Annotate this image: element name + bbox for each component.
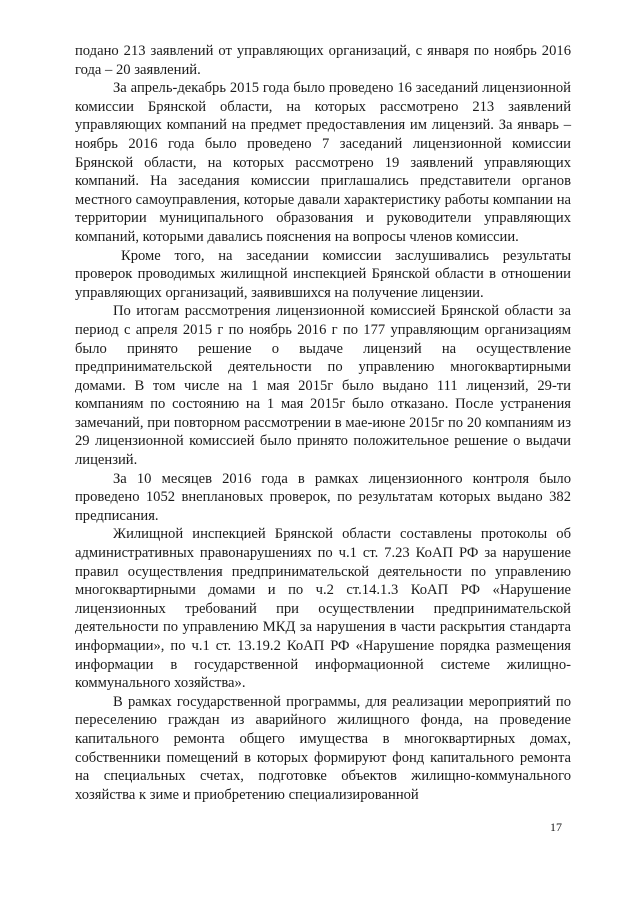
paragraph-4: По итогам рассмотрения лицензионной комиссией Брянской области за период с апреля 2015 г по ноябрь 2016 г по 177 управляющим организациям было принято решение о выдаче лицензий на осуществление предпринимательской деятельности по управлению многоквартирными домами. В том числе на 1 мая 2015г было выдано 111 лицензий, 29-ти компаниям по состоянию на 1 мая 2015г было отказано. После устранения замечаний, при повторном рассмотрении в мае-июне 2015г по 20 компаниям из 29 лицензионной комиссией было принято положительное решение о выдачи лицензий. [75,303,571,469]
paragraph-2: За апрель-декабрь 2015 года было проведено 16 заседаний лицензионной комиссии Брянской области, на которых рассмотрено 213 заявлений управляющих компаний на предмет предоставления им лицензий. За январь – ноябрь 2016 года было проведено 7 заседаний лицензионной комиссии Брянской области, на которых рассмотрено 19 заявлений управляющих компаний. На заседания комиссии приглашались представители органов местного самоуправления, которые давали характеристику работы компании на территории муниципального образования и руководители управляющих компаний, которыми давались пояснения на вопросы членов комиссии. [75,80,571,245]
paragraph-3: Кроме того, на заседании комиссии заслушивались результаты проверок проводимых жилищной инспекцией Брянской области в отношении управляющих организаций, заявившихся на получение лицензии. [75,247,571,301]
paragraph-7: В рамках государственной программы, для реализации мероприятий по переселению граждан из аварийного жилищного фонда, на проведение капитального ремонта общего имущества в многоквартирных домах, собственники помещений в которых формируют фонд капитального ремонта на специальных счетах, подготовке объектов жилищно-коммунального хозяйства к зиме и приобретению специализированной [75,693,571,803]
paragraph-6: Жилищной инспекцией Брянской области составлены протоколы об административных правонарушениях по ч.1 ст. 7.23 КоАП РФ за нарушение правил осуществления предпринимательской деятельности по управлению многоквартирными домами и по ч.2 ст.14.1.3 КоАП РФ «Нарушение лицензионных требований при осуществлении предпринимательской деятельности по управлению МКД за нарушения в части раскрытия стандарта информации», по ч.1 ст. 13.19.2 КоАП РФ «Нарушение порядка размещения информации в государственной информационной системе жилищно-коммунального хозяйства». [75,526,571,692]
body-text [75,42,571,804]
page-number: 17 [550,820,562,834]
paragraph-5: За 10 месяцев 2016 года в рамках лицензионного контроля было проведено 1052 внеплановых проверок, по результатам которых выдано 382 предписания. [75,470,571,524]
paragraph-1: подано 213 заявлений от управляющих организаций, с января по ноябрь 2016 года – 20 заявлений. [75,43,571,78]
